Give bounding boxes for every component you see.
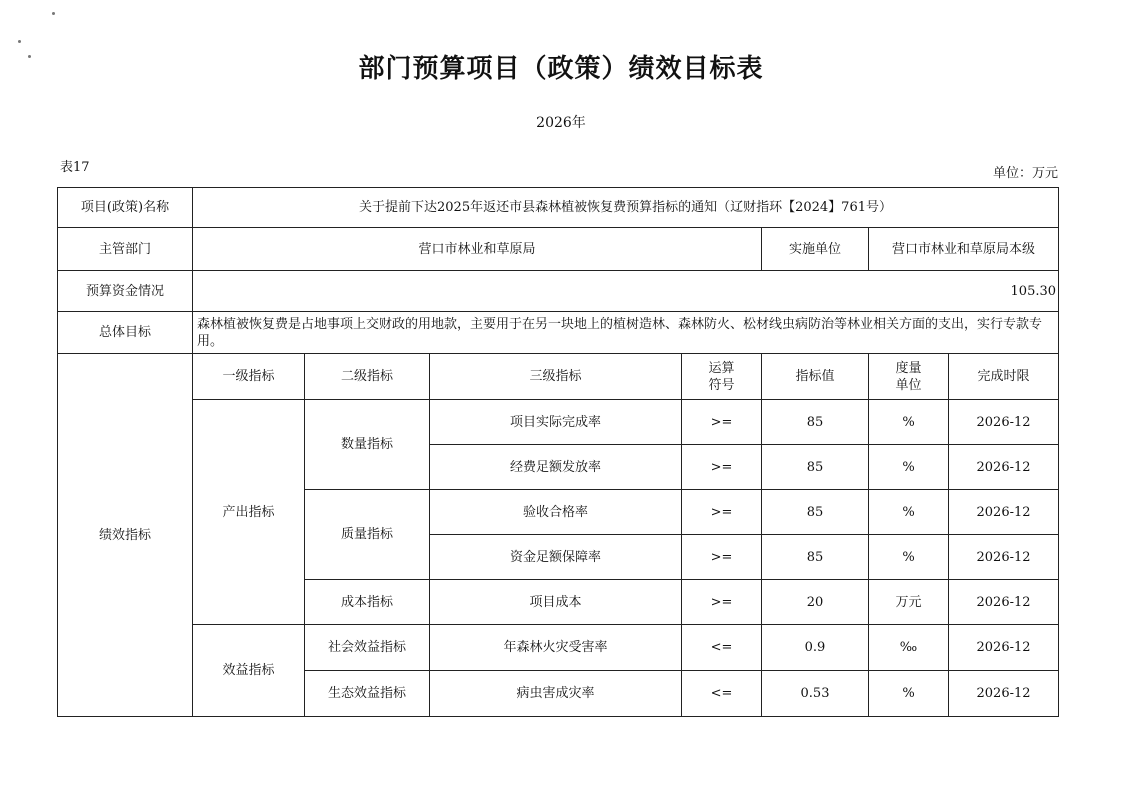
col-header-level1: 一级指标 (193, 354, 305, 400)
indicator-name: 项目成本 (430, 580, 682, 625)
level2-cost-indicators: 成本指标 (305, 580, 430, 625)
indicator-row (58, 400, 1059, 445)
indicator-deadline: 2026-12 (949, 535, 1059, 580)
budget-funds-row (58, 271, 1059, 312)
overall-goal-row (58, 312, 1059, 354)
indicator-name: 项目实际完成率 (430, 400, 682, 445)
indicator-value: 0.9 (762, 625, 869, 671)
indicator-operator: >= (682, 535, 762, 580)
indicator-value: 85 (762, 400, 869, 445)
indicator-value: 85 (762, 535, 869, 580)
indicator-name: 年森林火灾受害率 (430, 625, 682, 671)
scan-speck (18, 40, 21, 43)
indicator-deadline: 2026-12 (949, 625, 1059, 671)
indicator-unit: ‰ (869, 625, 949, 671)
indicator-unit: % (869, 535, 949, 580)
indicator-operator: >= (682, 445, 762, 490)
indicator-deadline: 2026-12 (949, 671, 1059, 717)
level1-output-indicators: 产出指标 (193, 400, 305, 625)
unit-label: 单位：万元 (992, 166, 1058, 181)
overall-goal-label: 总体目标 (58, 312, 193, 354)
indicator-operator: >= (682, 580, 762, 625)
indicator-unit: % (869, 671, 949, 717)
level2-quantity-indicators: 数量指标 (305, 400, 430, 490)
indicator-name: 病虫害成灾率 (430, 671, 682, 717)
indicator-operator: <= (682, 625, 762, 671)
project-name-label: 项目(政策)名称 (58, 188, 193, 228)
table-number: 表17 (60, 160, 90, 175)
indicator-deadline: 2026-12 (949, 490, 1059, 535)
indicator-operator: >= (682, 400, 762, 445)
department-value: 营口市林业和草原局 (193, 228, 762, 271)
indicator-unit: % (869, 490, 949, 535)
overall-goal-value: 森林植被恢复费是占地事项上交财政的用地款，主要用于在另一块地上的植树造林、森林防火、松材线虫病防治等林业相关方面的支出，实行专款专用。 (193, 312, 1059, 354)
indicator-name: 资金足额保障率 (430, 535, 682, 580)
indicator-name: 经费足额发放率 (430, 445, 682, 490)
implementing-unit-value: 营口市林业和草原局本级 (869, 228, 1059, 271)
indicator-value: 85 (762, 445, 869, 490)
level2-social-benefit-indicators: 社会效益指标 (305, 625, 430, 671)
indicator-deadline: 2026-12 (949, 400, 1059, 445)
col-header-level2: 二级指标 (305, 354, 430, 400)
scan-speck (52, 12, 55, 15)
indicator-row (58, 625, 1059, 671)
budget-funds-value: 105.30 (193, 271, 1059, 312)
indicator-value: 20 (762, 580, 869, 625)
department-row (58, 228, 1059, 271)
indicator-operator: >= (682, 490, 762, 535)
page-year: 2026年 (536, 115, 586, 131)
indicator-value: 85 (762, 490, 869, 535)
col-header-operator: 运算 符号 (682, 354, 762, 400)
indicator-deadline: 2026-12 (949, 445, 1059, 490)
indicator-name: 验收合格率 (430, 490, 682, 535)
col-header-level3: 三级指标 (430, 354, 682, 400)
indicator-operator: <= (682, 671, 762, 717)
performance-indicators-label: 绩效指标 (58, 354, 193, 717)
project-name-value: 关于提前下达2025年返还市县森林植被恢复费预算指标的通知（辽财指环【2024】761号） (193, 188, 1059, 228)
budget-funds-label: 预算资金情况 (58, 271, 193, 312)
col-header-unit: 度量 单位 (869, 354, 949, 400)
indicator-header-row (58, 354, 1059, 400)
col-header-deadline: 完成时限 (949, 354, 1059, 400)
page-title: 部门预算项目（政策）绩效目标表 (358, 54, 764, 84)
implementing-unit-label: 实施单位 (762, 228, 869, 271)
indicator-deadline: 2026-12 (949, 580, 1059, 625)
level2-quality-indicators: 质量指标 (305, 490, 430, 580)
performance-target-table (57, 187, 1059, 717)
indicator-unit: % (869, 400, 949, 445)
col-header-value: 指标值 (762, 354, 869, 400)
level1-benefit-indicators: 效益指标 (193, 625, 305, 717)
department-label: 主管部门 (58, 228, 193, 271)
indicator-value: 0.53 (762, 671, 869, 717)
level2-ecological-benefit-indicators: 生态效益指标 (305, 671, 430, 717)
indicator-unit: % (869, 445, 949, 490)
project-name-row (58, 188, 1059, 228)
indicator-unit: 万元 (869, 580, 949, 625)
